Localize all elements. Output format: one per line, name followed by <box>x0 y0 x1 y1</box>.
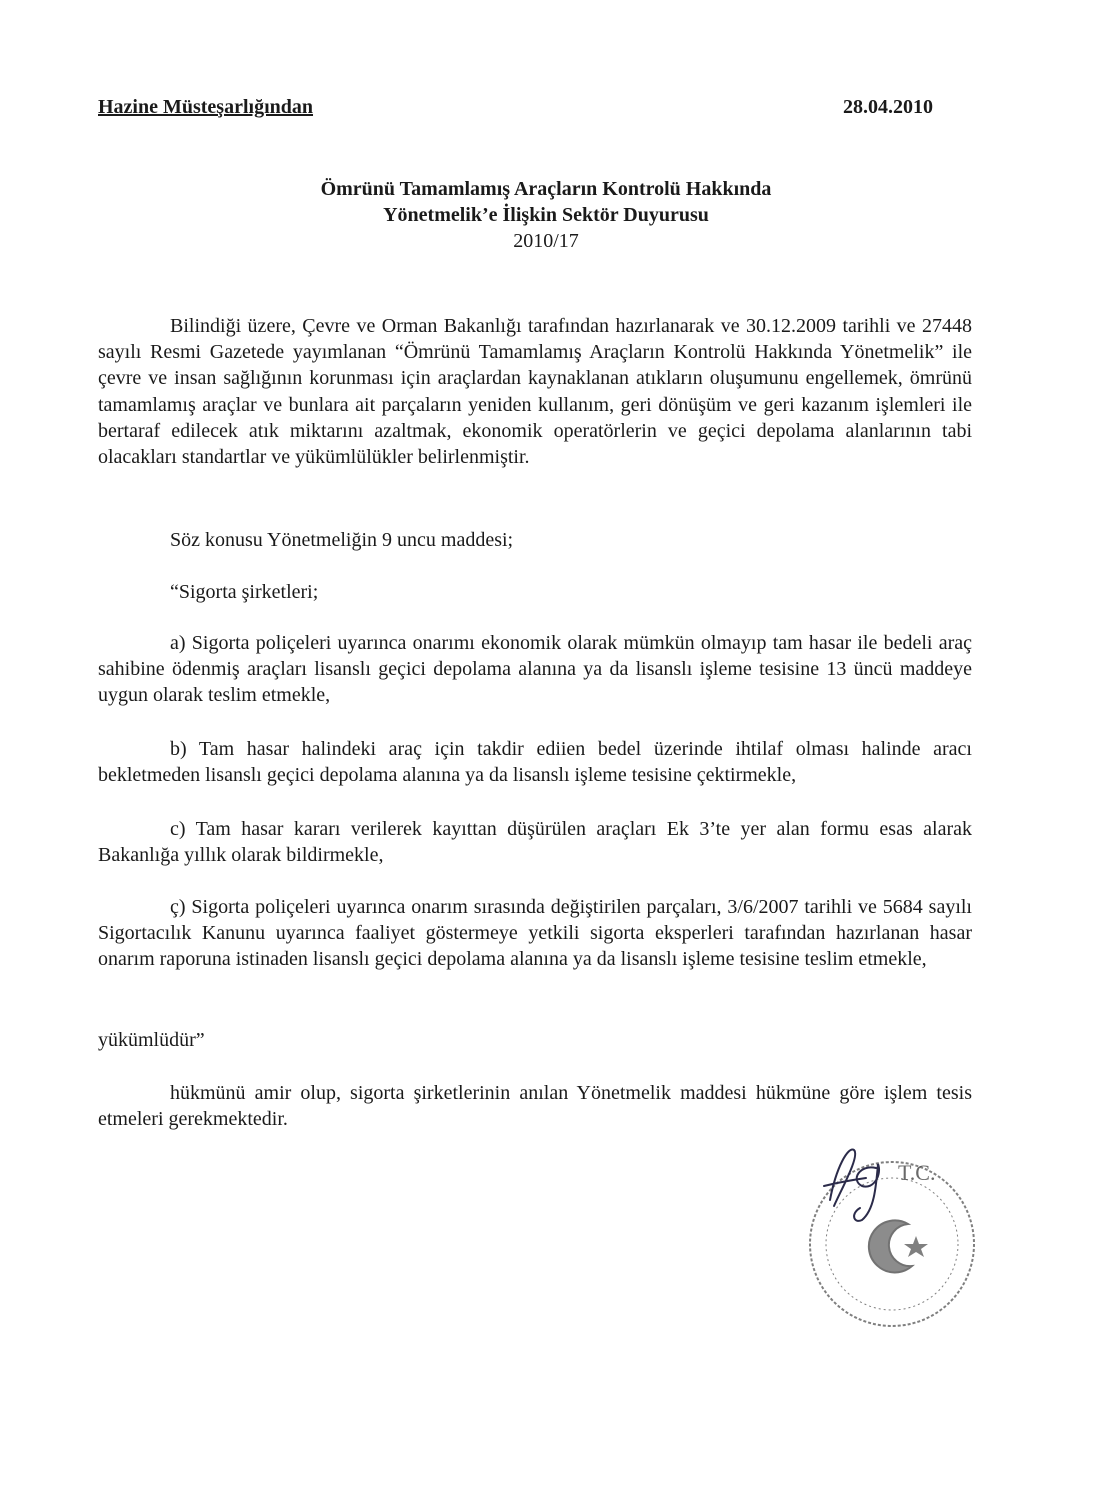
conclusion-paragraph: hükmünü amir olup, sigorta şirketlerinin anılan Yönetmelik maddesi hükmüne göre işlem tesis etmeleri gerekmektedir. <box>98 1082 972 1131</box>
seal-text: T.C. <box>898 1160 936 1185</box>
intro-paragraph: Bilindiği üzere, Çevre ve Orman Bakanlığı tarafından hazırlanarak ve 30.12.2009 tarihli ve 27448 sayılı Resmi Gazetede yayımlanan “Ömrünü Tamamlamış Araçların Kontrolü Hakkında Yönetmelik” ile çevre ve insan sağlığının korunması için araçlardan kaynaklanan atıkların oluşumunu engellemek, ömrünü tamamlamış araçlar ve bunlara ait parçaların yeniden kullanım, geri dönüşüm ve geri kazanım işlemleri ile bertaraf edilecek atık miktarını azaltmak, ekonomik operatörlerin ve geçici depolama alanlarının tabi olacakları standartlar ve yükümlülükler belirlenmiştir. <box>98 315 972 469</box>
document-title <box>98 176 994 254</box>
document-date: 28.04.2010 <box>843 96 933 118</box>
item-c: c) Tam hasar kararı verilerek kayıttan düşürülen araçları Ek 3’te yer alan formu esas alarak Bakanlığa yıllık olarak bildirmekle, <box>98 818 972 867</box>
item-b: b) Tam hasar halindeki araç için takdir ediien bedel üzerinde ihtilaf olması halinde aracı bekletmeden lisanslı geçici depolama alanına ya da lisanslı işleme tesisine çektirmekle, <box>98 738 972 787</box>
signature <box>824 1150 879 1221</box>
item-a: a) Sigorta poliçeleri uyarınca onarımı ekonomik olarak mümkün olmayıp tam hasar ile bedeli araç sahibine ödenmiş araçları lisanslı geçici depolama alanına ya da lisanslı işleme tesisine 13 üncü maddeye uygun olarak teslim etmekle, <box>98 632 972 707</box>
issuer-heading: Hazine Müsteşarlığından <box>98 96 314 118</box>
quote-opening: “Sigorta şirketleri; <box>170 581 319 603</box>
title-line-2: Yönetmelik’e İlişkin Sektör Duyurusu <box>383 204 709 226</box>
announcement-number: 2010/17 <box>513 230 579 252</box>
quote-closing: yükümlüdür” <box>98 1029 205 1051</box>
seal-circle <box>810 1162 974 1326</box>
article-reference: Söz konusu Yönetmeliğin 9 uncu maddesi; <box>170 529 514 551</box>
official-seal-stamp <box>790 1128 980 1346</box>
item-c-cedilla: ç) Sigorta poliçeleri uyarınca onarım sırasında değiştirilen parçaları, 3/6/2007 tarihli ve 5684 sayılı Sigortacılık Kanunu uyarınca faaliyet göstermeye yetkili sigorta eksperleri tarafından hazırlanan hasar onarım raporuna istinaden lisanslı geçici depolama alanına ya da lisanslı işleme tesisine teslim etmekle, <box>98 896 972 971</box>
title-line-1: Ömrünü Tamamlamış Araçların Kontrolü Hakkında <box>320 178 772 200</box>
